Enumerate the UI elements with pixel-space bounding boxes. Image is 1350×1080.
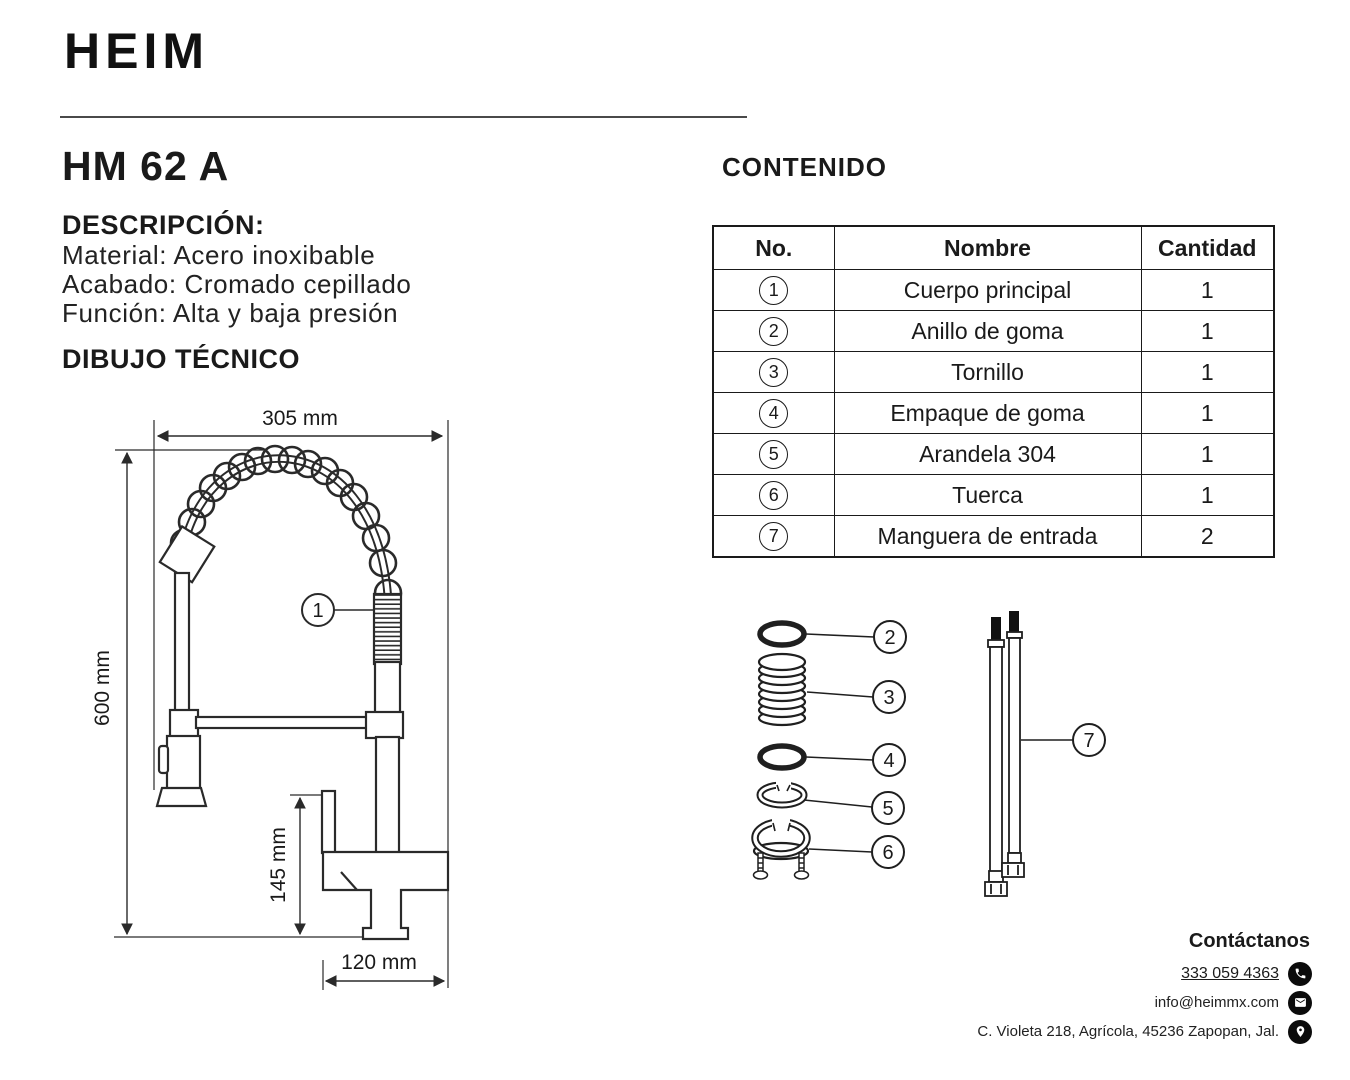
- contact-email-row: [852, 990, 1312, 1015]
- part-number-badge: 4: [759, 399, 788, 428]
- technical-drawing: [85, 395, 465, 1005]
- contact-heading: Contáctanos: [1188, 930, 1310, 952]
- part-qty: 1: [1141, 270, 1274, 311]
- rubber-gasket-part: [760, 746, 804, 768]
- contact-address-row: [852, 1019, 1312, 1044]
- callout-4: 4: [883, 750, 895, 772]
- col-header-cantidad: Cantidad: [1141, 226, 1274, 270]
- part-name: Manguera de entrada: [834, 516, 1141, 558]
- description-finish: Acabado: Cromado cepillado: [62, 269, 412, 299]
- callout-5: 5: [882, 798, 894, 820]
- callout-7: 7: [1083, 730, 1095, 752]
- table-row: [713, 352, 1274, 393]
- washer-part: [760, 780, 804, 805]
- table-row: [713, 270, 1274, 311]
- part-name: Arandela 304: [834, 434, 1141, 475]
- faucet-outline: [157, 446, 448, 939]
- location-icon: [1288, 1020, 1312, 1044]
- callout-2: 2: [884, 627, 896, 649]
- contact-block: [852, 930, 1312, 1048]
- part-qty: 1: [1141, 434, 1274, 475]
- dim-spout-label: 145 mm: [267, 827, 290, 903]
- spray-button: [159, 746, 168, 773]
- faucet-base: [323, 852, 448, 939]
- callout-6: 6: [882, 842, 894, 864]
- part-number-badge: 3: [759, 358, 788, 387]
- svg-text:1: 1: [312, 600, 324, 622]
- table-header-row: [713, 226, 1274, 270]
- table-row: [713, 516, 1274, 558]
- part-number-badge: 2: [759, 317, 788, 346]
- contents-heading: CONTENIDO: [722, 152, 887, 182]
- table-row: [713, 393, 1274, 434]
- header-divider: [60, 116, 747, 118]
- address-text: C. Violeta 218, Agrícola, 45236 Zapopan, Jal.: [977, 1023, 1279, 1040]
- o-ring-part: [760, 623, 804, 645]
- part-name: Tuerca: [834, 475, 1141, 516]
- parts-callouts: [804, 621, 1105, 868]
- part-qty: 1: [1141, 475, 1274, 516]
- callout-3: 3: [883, 687, 895, 709]
- col-header-no: No.: [713, 226, 834, 270]
- part-number-badge: 5: [759, 440, 788, 469]
- part-name: Cuerpo principal: [834, 270, 1141, 311]
- dim-width-label: 305 mm: [262, 407, 338, 430]
- part-qty: 2: [1141, 516, 1274, 558]
- thread-coil-part: [759, 654, 805, 725]
- description-heading: DESCRIPCIÓN:: [62, 210, 265, 240]
- part-number-badge: 1: [759, 276, 788, 305]
- part-qty: 1: [1141, 393, 1274, 434]
- spray-nozzle: [157, 788, 206, 806]
- mail-icon: [1288, 991, 1312, 1015]
- ribbed-grip: [374, 594, 401, 664]
- email-link[interactable]: info@heimmx.com: [1154, 994, 1279, 1011]
- brand-logo: HEIM: [64, 23, 209, 79]
- contents-table: [712, 225, 1275, 558]
- part-number-badge: 6: [759, 481, 788, 510]
- description-material: Material: Acero inoxibable: [62, 240, 376, 270]
- phone-icon: [1288, 962, 1312, 986]
- technical-drawing-heading: DIBUJO TÉCNICO: [62, 344, 301, 374]
- part-name: Empaque de goma: [834, 393, 1141, 434]
- phone-link[interactable]: 333 059 4363: [1181, 964, 1279, 982]
- nut-part: [754, 818, 809, 879]
- description-block: [62, 241, 411, 328]
- part-qty: 1: [1141, 311, 1274, 352]
- dim-base-label: 120 mm: [341, 951, 417, 974]
- description-function: Función: Alta y baja presión: [62, 298, 399, 328]
- callout-1: [302, 594, 373, 626]
- part-name: Anillo de goma: [834, 311, 1141, 352]
- spray-wand: [175, 573, 189, 714]
- col-header-nombre: Nombre: [834, 226, 1141, 270]
- table-row: [713, 434, 1274, 475]
- part-qty: 1: [1141, 352, 1274, 393]
- part-name: Tornillo: [834, 352, 1141, 393]
- support-bar: [196, 717, 368, 728]
- exploded-parts-diagram: [740, 595, 1115, 905]
- table-row: [713, 475, 1274, 516]
- contact-phone-row: [852, 961, 1312, 986]
- product-model-title: HM 62 A: [62, 143, 230, 189]
- table-row: [713, 311, 1274, 352]
- inlet-hoses: [985, 611, 1024, 896]
- part-number-badge: 7: [759, 522, 788, 551]
- dim-height-label: 600 mm: [91, 650, 114, 726]
- faucet-handle: [322, 791, 335, 853]
